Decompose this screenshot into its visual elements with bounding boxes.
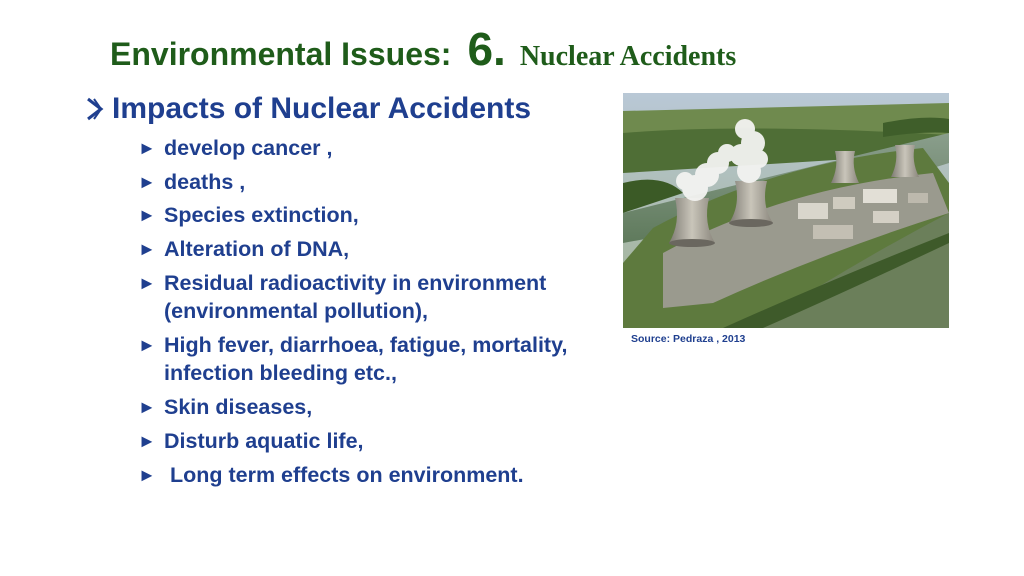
nuclear-plant-photo bbox=[623, 93, 949, 328]
slide-title bbox=[110, 22, 736, 82]
triangle-bullet-icon: ► bbox=[138, 171, 156, 192]
triangle-bullet-icon: ► bbox=[138, 430, 156, 451]
list-item-text: Species extinction, bbox=[164, 203, 359, 228]
list-item bbox=[138, 461, 598, 490]
list-item-text: Alteration of DNA, bbox=[164, 237, 350, 262]
list-item-text: develop cancer , bbox=[164, 136, 333, 160]
list-item bbox=[138, 393, 598, 422]
title-subtopic: Nuclear Accidents bbox=[519, 41, 737, 72]
list-item bbox=[138, 427, 598, 456]
arrow-bullet-icon bbox=[84, 96, 106, 122]
impact-list bbox=[138, 134, 598, 494]
triangle-bullet-icon: ► bbox=[138, 334, 156, 355]
list-item-text: High fever, diarrhoea, fatigue, mortality, infection bleeding etc., bbox=[164, 332, 568, 386]
list-item bbox=[138, 134, 598, 163]
nuclear-plant-illustration bbox=[623, 93, 949, 328]
image-source-caption: Source: Pedraza , 2013 bbox=[631, 333, 746, 345]
list-item-text: Skin diseases, bbox=[164, 395, 313, 420]
triangle-bullet-icon: ► bbox=[138, 397, 156, 418]
triangle-bullet-icon: ► bbox=[138, 272, 156, 293]
triangle-bullet-icon: ► bbox=[138, 205, 156, 226]
list-item bbox=[138, 331, 598, 388]
list-item-text: Residual radioactivity in environment (environmental pollution), bbox=[164, 270, 547, 324]
title-number: 6. bbox=[467, 23, 506, 75]
section-heading-text: Impacts of Nuclear Accidents bbox=[112, 92, 532, 125]
triangle-bullet-icon: ► bbox=[138, 239, 156, 260]
list-item bbox=[138, 235, 598, 264]
list-item bbox=[138, 201, 598, 230]
list-item-text: Long term effects on environment. bbox=[164, 462, 524, 487]
list-item-text: Disturb aquatic life, bbox=[164, 428, 364, 453]
triangle-bullet-icon: ► bbox=[138, 138, 156, 158]
list-item-text: deaths , bbox=[164, 169, 246, 194]
section-heading bbox=[84, 92, 531, 126]
list-item bbox=[138, 269, 598, 326]
title-topic: Environmental Issues: bbox=[110, 36, 452, 72]
list-item bbox=[138, 168, 598, 197]
triangle-bullet-icon: ► bbox=[138, 464, 156, 485]
